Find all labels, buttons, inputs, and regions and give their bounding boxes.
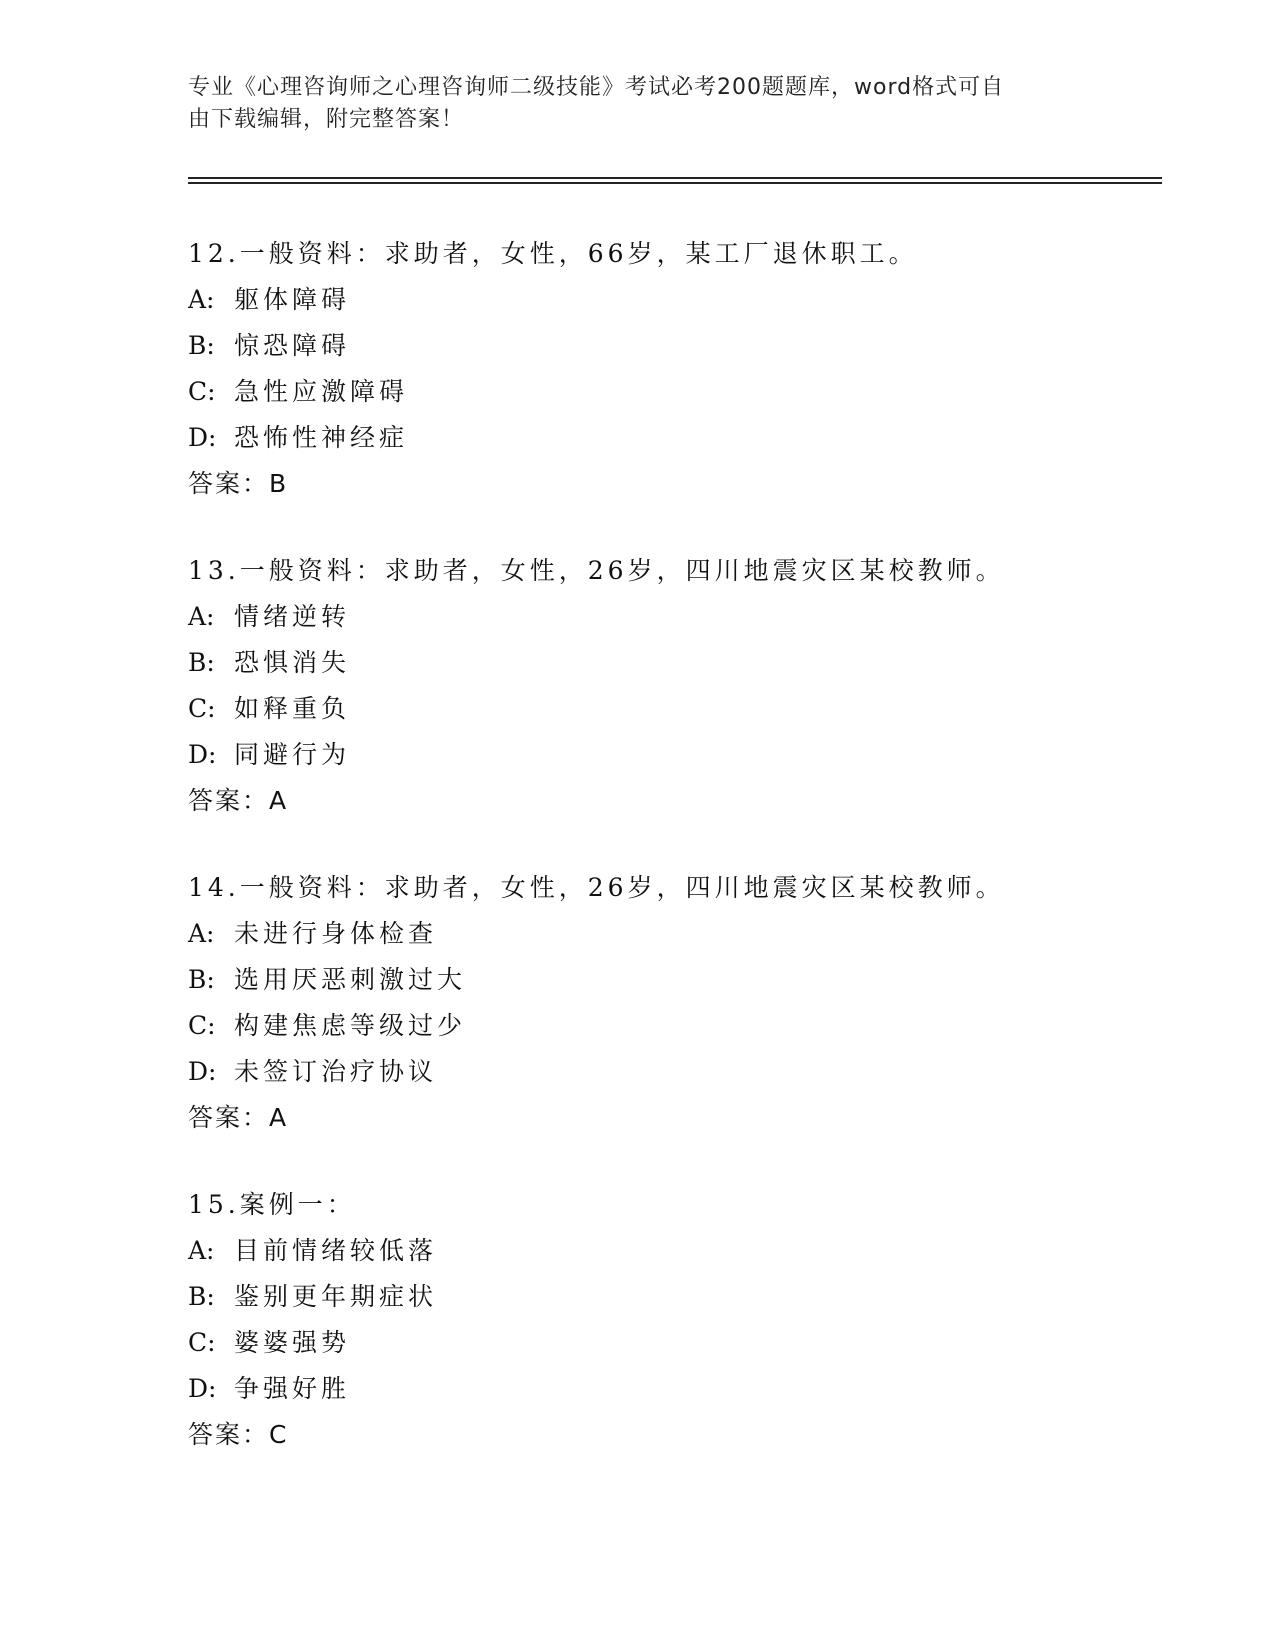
- document-header: [188, 72, 1068, 136]
- option-d: [188, 415, 1138, 461]
- option-a: [188, 277, 1138, 323]
- option-letter: A:: [188, 1236, 215, 1265]
- question-stem: 14.一般资料：求助者，女性，26岁，四川地震灾区某校教师。: [188, 873, 1005, 902]
- option-text: 急性应激障碍: [234, 377, 409, 406]
- option-b: [188, 640, 1138, 686]
- option-letter: D:: [188, 740, 217, 769]
- answer-line: 答案：A: [188, 1103, 289, 1132]
- option-letter: B:: [188, 1282, 215, 1311]
- option-letter: B:: [188, 331, 215, 360]
- option-text: 如释重负: [234, 694, 351, 723]
- answer-line: 答案：B: [188, 469, 289, 498]
- option-c: [188, 686, 1138, 732]
- option-letter: C:: [188, 694, 216, 723]
- option-a: [188, 911, 1138, 957]
- option-text: 构建焦虑等级过少: [234, 1011, 467, 1040]
- question-stem: 12.一般资料：求助者，女性，66岁，某工厂退休职工。: [188, 239, 918, 268]
- option-c: [188, 1003, 1138, 1049]
- header-divider-top: [188, 177, 1162, 179]
- option-letter: B:: [188, 648, 215, 677]
- option-text: 争强好胜: [234, 1374, 351, 1403]
- option-letter: D:: [188, 423, 217, 452]
- option-letter: C:: [188, 1011, 216, 1040]
- question-stem: 13.一般资料：求助者，女性，26岁，四川地震灾区某校教师。: [188, 556, 1005, 585]
- option-letter: D:: [188, 1374, 217, 1403]
- option-letter: C:: [188, 377, 216, 406]
- option-text: 选用厌恶刺激过大: [234, 965, 467, 994]
- option-d: [188, 1366, 1138, 1412]
- question-14: [188, 865, 1138, 1141]
- question-stem: 15.案例一：: [188, 1190, 356, 1219]
- option-text: 恐怖性神经症: [234, 423, 409, 452]
- option-letter: B:: [188, 965, 215, 994]
- option-a: [188, 1228, 1138, 1274]
- option-text: 惊恐障碍: [234, 331, 351, 360]
- option-a: [188, 594, 1138, 640]
- question-12: [188, 231, 1138, 507]
- option-b: [188, 957, 1138, 1003]
- option-letter: A:: [188, 602, 215, 631]
- option-text: 恐惧消失: [234, 648, 351, 677]
- answer-line: 答案：A: [188, 786, 289, 815]
- option-text: 未进行身体检查: [234, 919, 438, 948]
- option-letter: A:: [188, 919, 215, 948]
- option-text: 婆婆强势: [234, 1328, 351, 1357]
- option-text: 躯体障碍: [234, 285, 351, 314]
- option-text: 鉴别更年期症状: [234, 1282, 438, 1311]
- header-line-2: 由下载编辑，附完整答案！: [188, 107, 465, 132]
- option-letter: C:: [188, 1328, 216, 1357]
- option-d: [188, 1049, 1138, 1095]
- option-c: [188, 1320, 1138, 1366]
- option-text: 同避行为: [234, 740, 351, 769]
- option-text: 目前情绪较低落: [234, 1236, 438, 1265]
- header-divider-bottom: [188, 182, 1162, 184]
- header-line-1: 专业《心理咨询师之心理咨询师二级技能》考试必考200题题库，word格式可自: [188, 75, 1005, 100]
- answer-line: 答案：C: [188, 1420, 289, 1449]
- question-15: [188, 1182, 1138, 1458]
- option-text: 情绪逆转: [234, 602, 351, 631]
- question-13: [188, 548, 1138, 824]
- option-letter: A:: [188, 285, 215, 314]
- option-letter: D:: [188, 1057, 217, 1086]
- option-c: [188, 369, 1138, 415]
- option-b: [188, 1274, 1138, 1320]
- option-b: [188, 323, 1138, 369]
- option-text: 未签订治疗协议: [234, 1057, 438, 1086]
- option-d: [188, 732, 1138, 778]
